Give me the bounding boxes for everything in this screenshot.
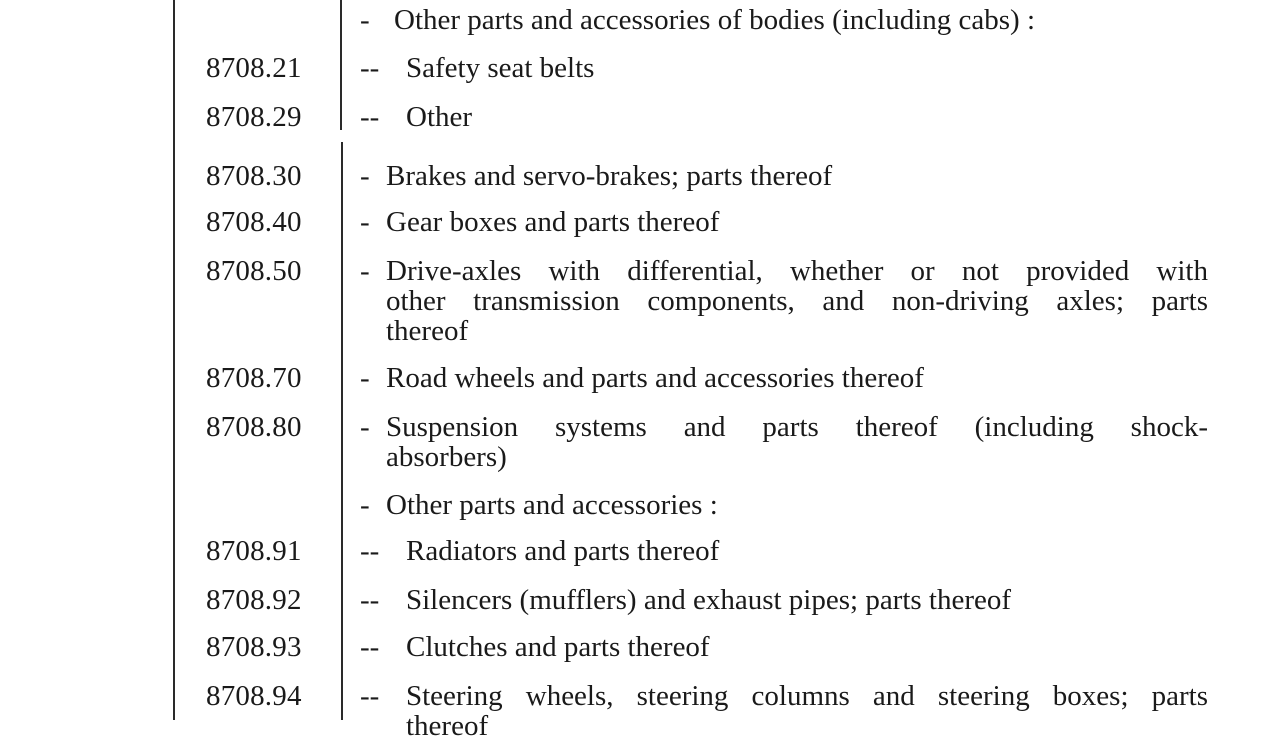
description-line: Clutches and parts thereof (406, 631, 710, 663)
description-line: Safety seat belts (406, 52, 595, 84)
entry-dash: -- (360, 535, 380, 567)
description-line: Drive-axles with differential, whether or not provided with (386, 255, 1208, 287)
entry-description (406, 632, 1208, 662)
entry-description (406, 585, 1208, 615)
entry-dash: - (360, 4, 370, 36)
entry-description (386, 161, 1208, 191)
entry-dash: -- (360, 631, 380, 663)
entry-description (406, 53, 1208, 83)
description-line: Suspension systems and parts thereof (including shock- (386, 411, 1208, 443)
entry-description (406, 536, 1208, 566)
description-line: Other (406, 101, 473, 133)
heading-code: 8708.94 (206, 680, 302, 712)
description-line: Other parts and accessories of bodies (including cabs) : (394, 4, 1036, 36)
entry-description (386, 490, 1208, 520)
description-line: thereof (406, 710, 489, 742)
heading-code: 8708.93 (206, 631, 302, 663)
description-line: Steering wheels, steering columns and steering boxes; parts (406, 680, 1208, 712)
heading-code: 8708.70 (206, 362, 302, 394)
entry-dash: - (360, 160, 370, 192)
entry-description (394, 5, 1216, 35)
entry-dash: -- (360, 584, 380, 616)
description-line: absorbers) (386, 441, 507, 473)
middle-column-rule-upper (340, 0, 342, 130)
entry-description (386, 363, 1208, 393)
heading-code: 8708.30 (206, 160, 302, 192)
description-line: Road wheels and parts and accessories thereof (386, 362, 924, 394)
heading-code: 8708.92 (206, 584, 302, 616)
heading-code: 8708.91 (206, 535, 302, 567)
entry-dash: -- (360, 101, 380, 133)
entry-description (406, 102, 1208, 132)
entry-description (386, 207, 1208, 237)
entry-dash: - (360, 206, 370, 238)
description-line: thereof (386, 315, 469, 347)
entry-description (386, 256, 1208, 346)
entry-description (386, 412, 1208, 472)
entry-dash: - (360, 411, 370, 443)
description-line: Other parts and accessories : (386, 489, 718, 521)
entry-dash: -- (360, 52, 380, 84)
entry-dash: - (360, 255, 370, 287)
entry-dash: -- (360, 680, 380, 712)
left-column-rule (173, 0, 175, 720)
entry-dash: - (360, 489, 370, 521)
description-line: Silencers (mufflers) and exhaust pipes; parts thereof (406, 584, 1012, 616)
entry-dash: - (360, 362, 370, 394)
description-line: other transmission components, and non-driving axles; parts (386, 285, 1208, 317)
heading-code: 8708.21 (206, 52, 302, 84)
heading-code: 8708.40 (206, 206, 302, 238)
description-line: Gear boxes and parts thereof (386, 206, 720, 238)
heading-code: 8708.80 (206, 411, 302, 443)
entry-description (406, 681, 1208, 741)
middle-column-rule-lower (341, 142, 343, 720)
heading-code: 8708.29 (206, 101, 302, 133)
heading-code: 8708.50 (206, 255, 302, 287)
description-line: Brakes and servo-brakes; parts thereof (386, 160, 833, 192)
description-line: Radiators and parts thereof (406, 535, 720, 567)
